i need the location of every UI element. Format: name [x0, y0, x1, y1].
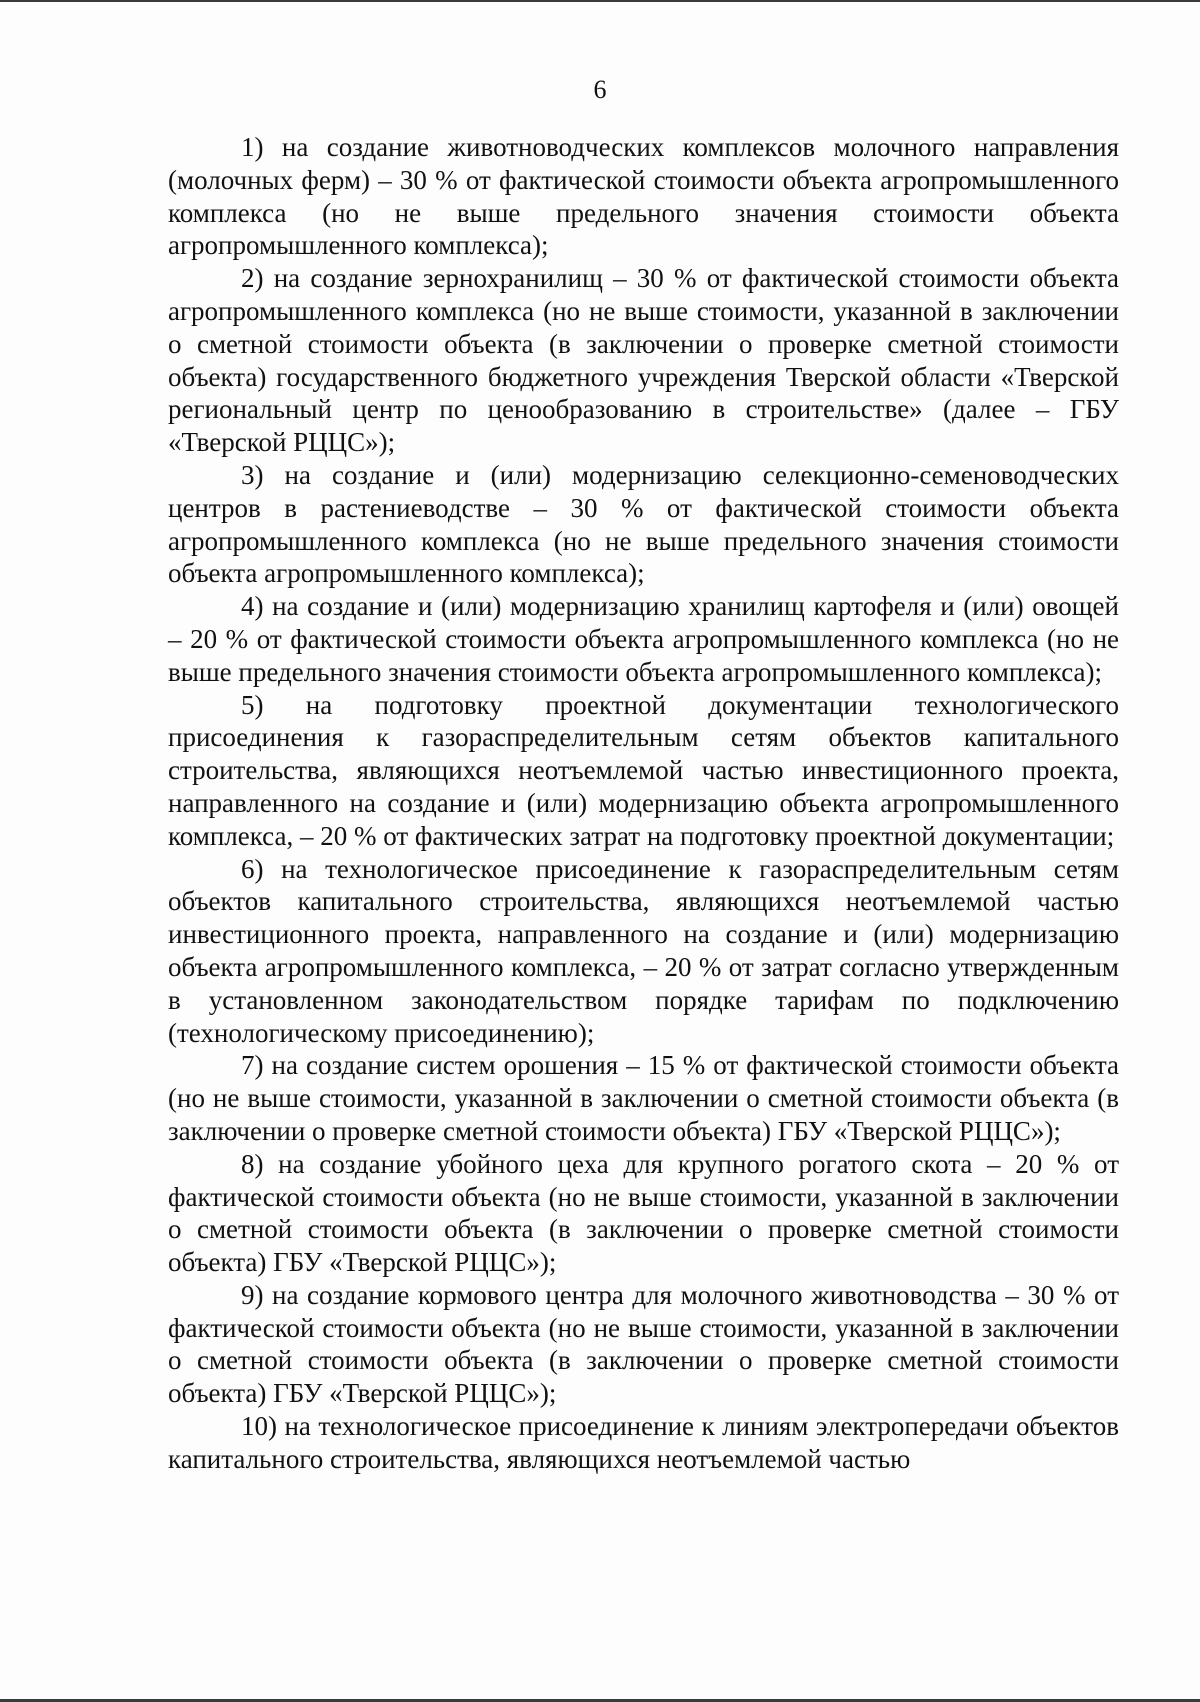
paragraph-item-6: 6) на технологическое присоединение к газораспределительным сетям объектов капитального строительства, являющихся неотъемлемой частью инвестиционного проекта, направленного на создание и (или) модернизацию объекта агропромышленного комплекса, – 20 % от затрат согласно утвержденным в установленном законодательством порядке тарифам по подключению (технологическому присоединению); — [168, 853, 1119, 1048]
paragraph-item-9: 9) на создание кормового центра для молочного животноводства – 30 % от фактической стоимости объекта (но не выше стоимости, указанной в заключении о сметной стоимости объекта (в заключении о проверке сметной стоимости объекта) ГБУ «Тверской РЦЦС»); — [168, 1279, 1119, 1409]
paragraph-item-4: 4) на создание и (или) модернизацию хранилищ картофеля и (или) овощей – 20 % от фактической стоимости объекта агропромышленного комплекса (но не выше предельного значения стоимости объекта агропромышленного комплекса); — [168, 591, 1119, 687]
paragraph-item-2: 2) на создание зернохранилищ – 30 % от фактической стоимости объекта агропромышленного комплекса (но не выше стоимости, указанной в заключении о сметной стоимости объекта (в заключении о проверке сметной стоимости объекта) государственного бюджетного учреждения Тверской области «Тверской региональный центр по ценообразованию в строительстве» (далее – ГБУ «Тверской РЦЦС»); — [168, 263, 1119, 458]
paragraph-item-8: 8) на создание убойного цеха для крупного рогатого скота – 20 % от фактической стоимости объекта (но не выше стоимости, указанной в заключении о сметной стоимости объекта (в заключении о проверке сметной стоимости объекта) ГБУ «Тверской РЦЦС»); — [168, 1148, 1119, 1278]
document-body — [168, 131, 1119, 1476]
paragraph-item-1: 1) на создание животноводческих комплексов молочного направления (молочных ферм) – 30 % от фактической стоимости объекта агропромышленного комплекса (но не выше предельного значения стоимости объекта агропромышленного комплекса); — [168, 132, 1119, 261]
paragraph-item-5: 5) на подготовку проектной документации технологического присоединения к газораспределительным сетям объектов капитального строительства, являющихся неотъемлемой частью инвестиционного проекта, направленного на создание и (или) модернизацию объекта агропромышленного комплекса, – 20 % от фактических затрат на подготовку проектной документации; — [168, 689, 1119, 851]
paragraph-item-7: 7) на создание систем орошения – 15 % от фактической стоимости объекта (но не выше стоимости, указанной в заключении о сметной стоимости объекта (в заключении о проверке сметной стоимости объекта) ГБУ «Тверской РЦЦС»); — [168, 1050, 1119, 1146]
scan-top-edge — [0, 0, 1200, 2]
paragraph-item-3: 3) на создание и (или) модернизацию селекционно-семеноводческих центров в растениеводстве – 30 % от фактической стоимости объекта агропромышленного комплекса (но не выше предельного значения стоимости объекта агропромышленного комплекса); — [168, 459, 1119, 589]
page-number: 6 — [593, 75, 607, 104]
paragraph-item-10: 10) на технологическое присоединение к линиям электропередачи объектов капитального строительства, являющихся неотъемлемой частью — [168, 1411, 1119, 1474]
